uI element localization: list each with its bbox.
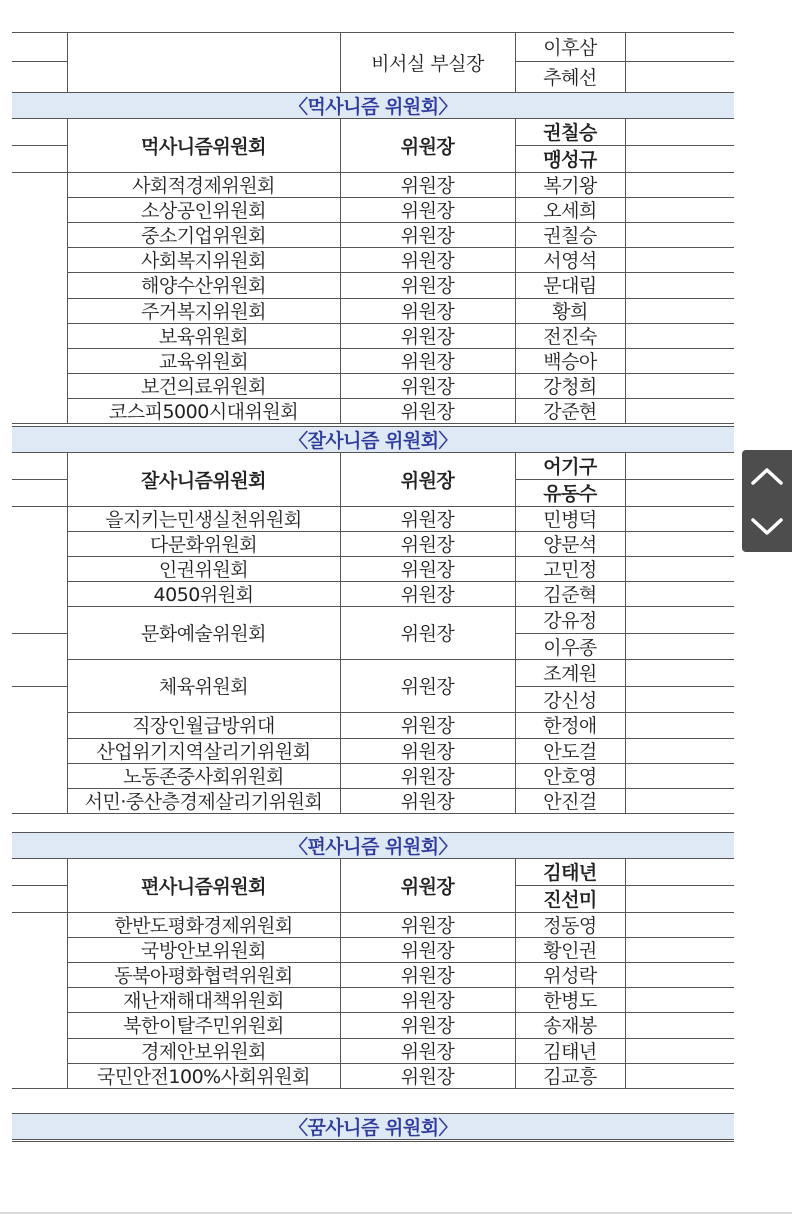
role-label: 위원장 (400, 225, 455, 248)
committee-name: 국방안보위원회 (141, 940, 266, 963)
role-header: 위원장 (400, 135, 455, 158)
divider (12, 633, 67, 634)
divider (12, 1088, 734, 1089)
committee-name: 사회복지위원회 (141, 250, 266, 273)
committee-name: 다문화위원회 (149, 534, 258, 557)
role-label: 위원장 (400, 534, 455, 557)
committee-header: 먹사니즘위원회 (141, 135, 266, 158)
chair-name: 어기구 (543, 456, 597, 478)
committee-name: 사회적경제위원회 (132, 175, 275, 198)
chair-name: 강청희 (543, 375, 597, 398)
committee-name: 인권위원회 (158, 559, 249, 582)
committee-name: 산업위기지역살리기위원회 (96, 740, 311, 763)
role-label: 위원장 (400, 740, 455, 763)
role-label: 위원장 (400, 990, 455, 1013)
staff-name: 이후삼 (543, 37, 597, 59)
committee-name: 한반도평화경제위원회 (114, 915, 293, 938)
committee-name: 노동존중사회위원회 (123, 765, 284, 788)
divider (340, 452, 341, 813)
section-title: 〈먹사니즘 위원회〉 (12, 92, 734, 118)
role-label: 위원장 (400, 915, 455, 938)
chair-name: 안진걸 (543, 790, 597, 813)
divider (515, 452, 516, 813)
chair-name: 맹성규 (543, 149, 597, 171)
divider (12, 1113, 734, 1114)
chair-name: 강유정 (543, 610, 597, 633)
role-label: 위원장 (400, 250, 455, 273)
divider (12, 813, 734, 814)
chair-name: 안호영 (543, 765, 597, 788)
chair-name: 이우종 (543, 636, 597, 659)
scroll-nav (742, 450, 792, 552)
chair-name: 진선미 (543, 889, 597, 911)
divider (67, 32, 68, 92)
role-label: 위원장 (400, 623, 455, 646)
chair-name: 권칠승 (543, 122, 597, 144)
chair-name: 서영석 (543, 250, 597, 273)
divider (515, 118, 516, 423)
role-header: 위원장 (400, 875, 455, 898)
divider (12, 61, 68, 62)
section-title: 〈꿈사니즘 위원회〉 (12, 1113, 734, 1139)
role-label: 위원장 (400, 175, 455, 198)
role-label: 위원장 (400, 1065, 455, 1088)
scroll-down-button[interactable] (742, 501, 792, 552)
role-label: 위원장 (400, 325, 455, 348)
divider (625, 858, 626, 1088)
committee-name: 주거복지위원회 (141, 300, 266, 323)
chair-name: 고민정 (543, 559, 597, 582)
divider (67, 452, 68, 813)
divider (67, 858, 68, 1088)
role-label: 위원장 (400, 275, 455, 298)
divider (12, 832, 734, 833)
committee-name: 북한이탈주민위원회 (123, 1015, 284, 1038)
chair-name: 김준혁 (543, 584, 597, 607)
divider (625, 452, 626, 813)
divider (12, 479, 67, 480)
committee-name: 직장인월급방위대 (132, 715, 275, 738)
committee-name: 코스피5000시대위원회 (108, 400, 299, 423)
chair-name: 유동수 (543, 483, 597, 505)
committee-name: 재난재해대책위원회 (123, 990, 284, 1013)
committee-name: 해양수산위원회 (141, 275, 266, 298)
chair-name: 오세희 (543, 200, 597, 223)
divider (515, 858, 516, 1088)
chair-name: 안도걸 (543, 740, 597, 763)
chair-name: 김태년 (543, 862, 597, 884)
chair-name: 문대림 (543, 275, 597, 298)
role-label: 위원장 (400, 790, 455, 813)
divider (625, 118, 626, 423)
divider (12, 145, 67, 146)
chevron-down-icon (750, 517, 784, 537)
committee-name: 을지키는민생실천위원회 (105, 509, 302, 532)
chair-name: 김교흥 (543, 1065, 597, 1088)
role-label: 위원장 (400, 400, 455, 423)
chair-name: 김태년 (543, 1040, 597, 1063)
chair-name: 황인권 (543, 940, 597, 963)
role-label: 위원장 (400, 375, 455, 398)
committee-name: 국민안전100%사회위원회 (96, 1065, 310, 1088)
chair-name: 위성락 (543, 965, 597, 988)
committee-name: 체육위원회 (158, 676, 249, 699)
chair-name: 복기왕 (543, 175, 597, 198)
office-title: 비서실 부실장 (371, 52, 484, 75)
chair-name: 전진숙 (543, 325, 597, 348)
divider (12, 92, 734, 93)
role-label: 위원장 (400, 1015, 455, 1038)
divider (67, 118, 68, 423)
divider (12, 423, 734, 424)
committee-name: 동북아평화협력위원회 (114, 965, 293, 988)
divider (12, 686, 67, 687)
committee-name: 4050위원회 (153, 584, 254, 607)
chair-name: 한병도 (543, 990, 597, 1013)
role-label: 위원장 (400, 940, 455, 963)
section-title: 〈편사니즘 위원회〉 (12, 832, 734, 858)
committee-name: 소상공인위원회 (141, 200, 266, 223)
committee-name: 교육위원회 (158, 350, 249, 373)
role-label: 위원장 (400, 509, 455, 532)
chevron-up-icon (750, 466, 784, 486)
chair-name: 정동영 (543, 915, 597, 938)
scroll-up-button[interactable] (742, 450, 792, 501)
role-label: 위원장 (400, 200, 455, 223)
chair-name: 송재봉 (543, 1015, 597, 1038)
staff-name: 추혜선 (543, 67, 597, 89)
role-header: 위원장 (400, 469, 455, 492)
role-label: 위원장 (400, 300, 455, 323)
committee-name: 보육위원회 (158, 325, 249, 348)
committee-name: 보건의료위원회 (141, 375, 266, 398)
committee-header: 잘사니즘위원회 (141, 469, 266, 492)
divider (12, 426, 734, 427)
committee-name: 서민·중산층경제살리기위원회 (84, 790, 323, 813)
divider (12, 1139, 734, 1140)
committee-header: 편사니즘위원회 (141, 875, 266, 898)
role-label: 위원장 (400, 584, 455, 607)
chair-name: 황희 (552, 300, 588, 323)
chair-name: 조계원 (543, 663, 597, 686)
role-label: 위원장 (400, 1040, 455, 1063)
role-label: 위원장 (400, 765, 455, 788)
chair-name: 민병덕 (543, 509, 597, 532)
divider (340, 118, 341, 423)
committee-name: 문화예술위원회 (141, 623, 266, 646)
role-label: 위원장 (400, 715, 455, 738)
chair-name: 한정애 (543, 715, 597, 738)
divider (12, 885, 67, 886)
chair-name: 양문석 (543, 534, 597, 557)
chair-name: 강준현 (543, 400, 597, 423)
chair-name: 강신성 (543, 689, 597, 712)
committee-name: 경제안보위원회 (141, 1040, 266, 1063)
role-label: 위원장 (400, 559, 455, 582)
role-label: 위원장 (400, 350, 455, 373)
divider (12, 1141, 734, 1142)
divider (340, 858, 341, 1088)
chair-name: 백승아 (543, 350, 597, 373)
section-title: 〈잘사니즘 위원회〉 (12, 426, 734, 452)
divider (625, 32, 626, 92)
chair-name: 권칠승 (543, 225, 597, 248)
role-label: 위원장 (400, 676, 455, 699)
committee-name: 중소기업위원회 (141, 225, 266, 248)
role-label: 위원장 (400, 965, 455, 988)
